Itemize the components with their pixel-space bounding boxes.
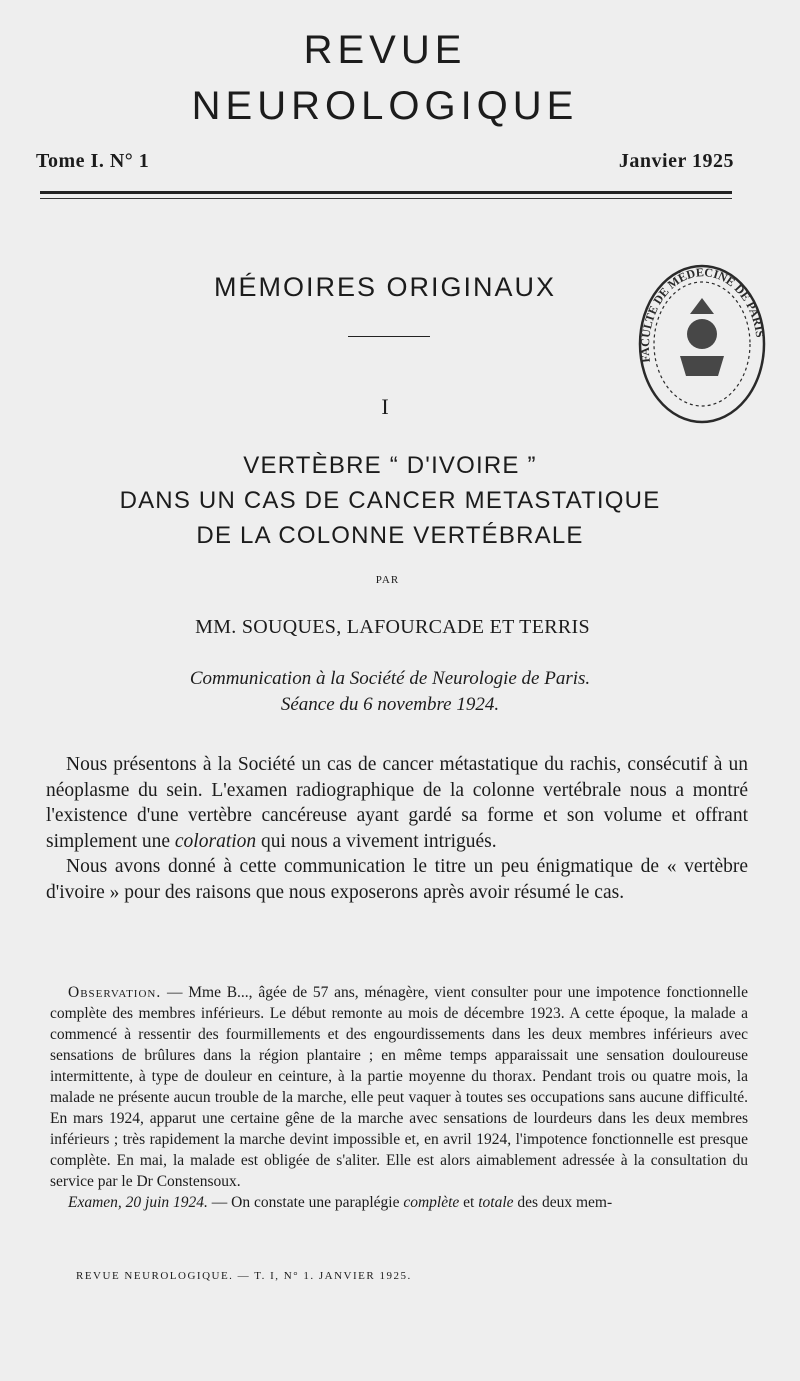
observation-section bbox=[50, 982, 748, 1213]
header-rule-thick bbox=[40, 191, 732, 194]
article-body bbox=[46, 752, 748, 905]
body-paragraph-1: Nous présentons à la Société un cas de cancer métastatique du rachis, consécutif à un néoplasme du sein. L'examen radiographique de la colonne vertébrale nous a montré l'existence d'une vertèbre cancéreuse ayant gardé sa forme et son volume et offrant simplement une coloration qui nous a vivement intrigués. bbox=[46, 754, 748, 852]
byline-prefix: PAR bbox=[375, 574, 400, 586]
header-rule-thin bbox=[40, 198, 732, 199]
observation-paragraph: Observation. — Mme B..., âgée de 57 ans, ménagère, vient consulter pour une impotence fonctionnelle complète des membres inférieurs. Le début remonte au mois de décembre 1923. A cette époque, la malade a commencé à ressentir des fourmillements et des engourdissements dans les deux membres inférieurs avec sensations de brûlures dans la région plantaire ; en même temps apparaissait une sensation douloureuse intermittente, à type de douleur en ceinture, à la partie moyenne du thorax. Pendant trois ou quatre mois, la malade ne présente aucun trouble de la marche, elle peut vaquer à toutes ses occupations sans aucune difficulté. En mars 1924, apparut une certaine gêne de la marche avec sensations de lourdeurs dans les deux membres inférieurs ; très rapidement la marche devint impossible et, en avril 1924, l'impotence fonctionnelle est presque complète. En mai, la malade est obligée de s'aliter. Elle est alors aimablement adressée à la consultation du service par le Dr Constensoux. bbox=[50, 984, 748, 1190]
body-paragraph-2: Nous avons donné à cette communication le titre un peu énigmatique de « vertèbre d'ivoire » pour des raisons que nous exposerons après avoir résumé le cas. bbox=[46, 856, 748, 903]
exam-label: Examen, 20 juin 1924. bbox=[68, 1194, 208, 1211]
authors: MM. SOUQUES, LAFOURCADE ET TERRIS bbox=[195, 616, 590, 638]
exam-paragraph: Examen, 20 juin 1924. — On constate une paraplégie complète et totale des deux mem- bbox=[68, 1194, 613, 1211]
issue-date: Janvier 1925 bbox=[618, 150, 734, 172]
article-title-line-3: DE LA COLONNE VERTÉBRALE bbox=[196, 522, 584, 549]
article-title-line-2: DANS UN CAS DE CANCER METASTATIQUE bbox=[119, 487, 661, 514]
page-footer: REVUE NEUROLOGIQUE. — T. I, N° 1. JANVIER 1925. bbox=[76, 1270, 412, 1282]
issue-tome: Tome I. N° 1 bbox=[36, 150, 150, 172]
masthead-neurologique: NEUROLOGIQUE bbox=[191, 84, 579, 128]
masthead-revue: REVUE bbox=[303, 28, 467, 72]
issue-info bbox=[36, 150, 734, 173]
article-title bbox=[0, 448, 780, 553]
section-title: MÉMOIRES ORIGINAUX bbox=[213, 272, 557, 302]
communication-line-2: Séance du 6 novembre 1924. bbox=[280, 694, 500, 715]
communication-line-1: Communication à la Société de Neurologie de Paris. bbox=[189, 668, 591, 689]
observation-label: Observation. bbox=[68, 984, 162, 1001]
article-title-line-1: VERTÈBRE “ D'IVOIRE ” bbox=[243, 452, 537, 479]
section-divider bbox=[348, 336, 430, 337]
communication-note bbox=[0, 666, 780, 718]
article-number: I bbox=[381, 394, 389, 419]
stamp-text: FACULTÉ DE MÉDECINE DE PARIS bbox=[637, 265, 768, 364]
